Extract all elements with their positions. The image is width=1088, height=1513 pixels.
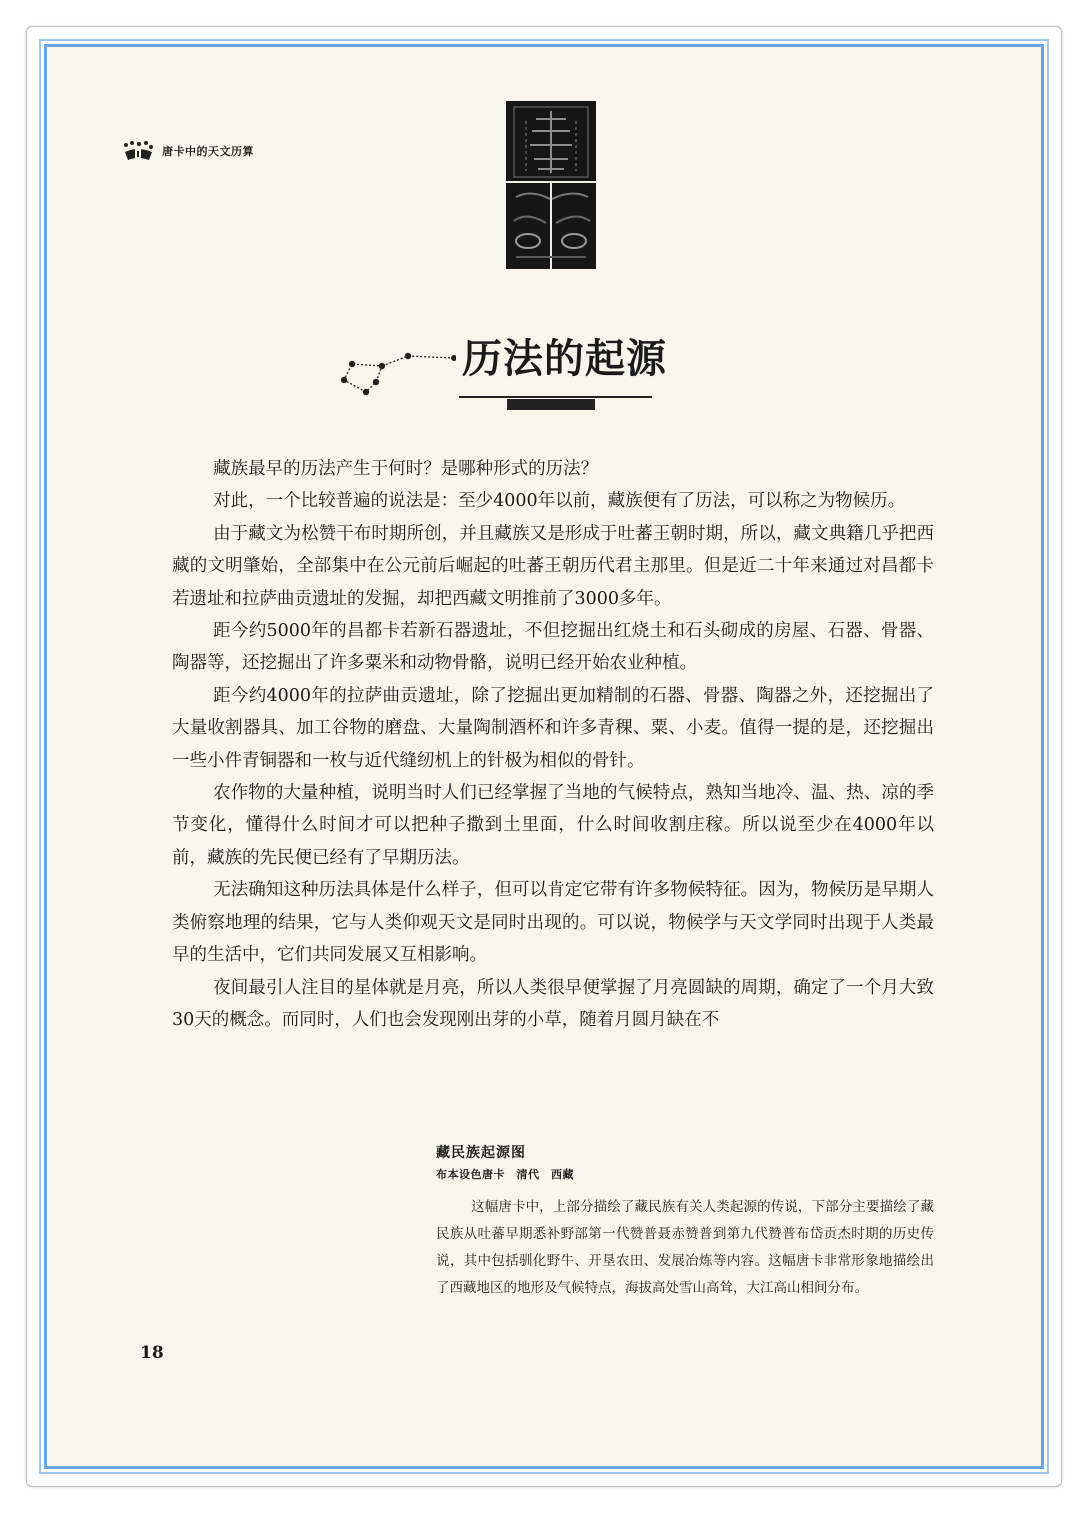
caption-title: 藏民族起源图 [436,1145,526,1161]
paragraph: 夜间最引人注目的星体就是月亮，所以人类很早便掌握了月亮圆缺的周期，确定了一个月大致30天的概念。而同时，人们也会发现刚出芽的小草，随着月圆月缺在不 [172,977,934,1030]
caption-meta: 布本设色唐卡 清代 西藏 [436,1168,574,1181]
page-number: 18 [140,1343,164,1363]
paragraph: 距今约5000年的昌都卡若新石器遗址，不但挖掘出红烧土和石头砌成的房屋、石器、骨器、陶器等，还挖掘出了许多粟米和动物骨骼，说明已经开始农业种植。 [172,621,934,674]
body-text [172,453,934,1036]
title-bar [507,399,595,410]
paragraph: 藏族最早的历法产生于何时？是哪种形式的历法？ [213,459,599,479]
figure-caption [436,1142,934,1302]
thangka-thumbnail [506,101,596,269]
paragraph: 无法确知这种历法具体是什么样子，但可以肯定它带有许多物候特征。因为，物候历是早期人类俯察地理的结果，它与人类仰观天文是同时出现的。可以说，物候学与天文学同时出现于人类最早的生活中，它们共同发展又互相影响。 [172,880,934,966]
constellation-icon [336,340,456,402]
paragraph: 对此，一个比较普遍的说法是：至少4000年以前，藏族便有了历法，可以称之为物候历。 [213,491,906,512]
header-ornament-icon [122,140,154,162]
running-title: 唐卡中的天文历算 [162,145,254,158]
section-title: 历法的起源 [462,335,667,382]
paragraph: 由于藏文为松赞干布时期所创，并且藏族又是形成于吐蕃王朝时期，所以，藏文典籍几乎把西藏的文明肇始，全部集中在公元前后崛起的吐蕃王朝历代君主那里。但是近二十年来通过对昌都卡若遗址和拉萨曲贡遗址的发掘，却把西藏文明推前了3000多年。 [172,523,934,609]
paragraph: 距今约4000年的拉萨曲贡遗址，除了挖掘出更加精制的石器、骨器、陶器之外，还挖掘出了大量收割器具、加工谷物的磨盘、大量陶制酒杯和许多青稞、粟、小麦。值得一提的是，还挖掘出一些小件青铜器和一枚与近代缝纫机上的针极为相似的骨针。 [172,685,934,771]
paragraph: 农作物的大量种植，说明当时人们已经掌握了当地的气候特点，熟知当地冷、温、热、凉的季节变化，懂得什么时间才可以把种子撒到土里面，什么时间收割庄稼。所以说至少在4000年以前，藏族的先民便已经有了早期历法。 [172,783,934,868]
caption-text: 这幅唐卡中，上部分描绘了藏民族有关人类起源的传说，下部分主要描绘了藏民族从吐蕃早期悉补野部第一代赞普聂赤赞普到第九代赞普布岱贡杰时期的历史传说，其中包括驯化野牛、开垦农田、发展冶炼等内容。这幅唐卡非常形象地描绘出了西藏地区的地形及气候特点，海拔高处雪山高耸，大江高山相间分布。 [436,1199,934,1296]
title-rule [459,396,652,398]
